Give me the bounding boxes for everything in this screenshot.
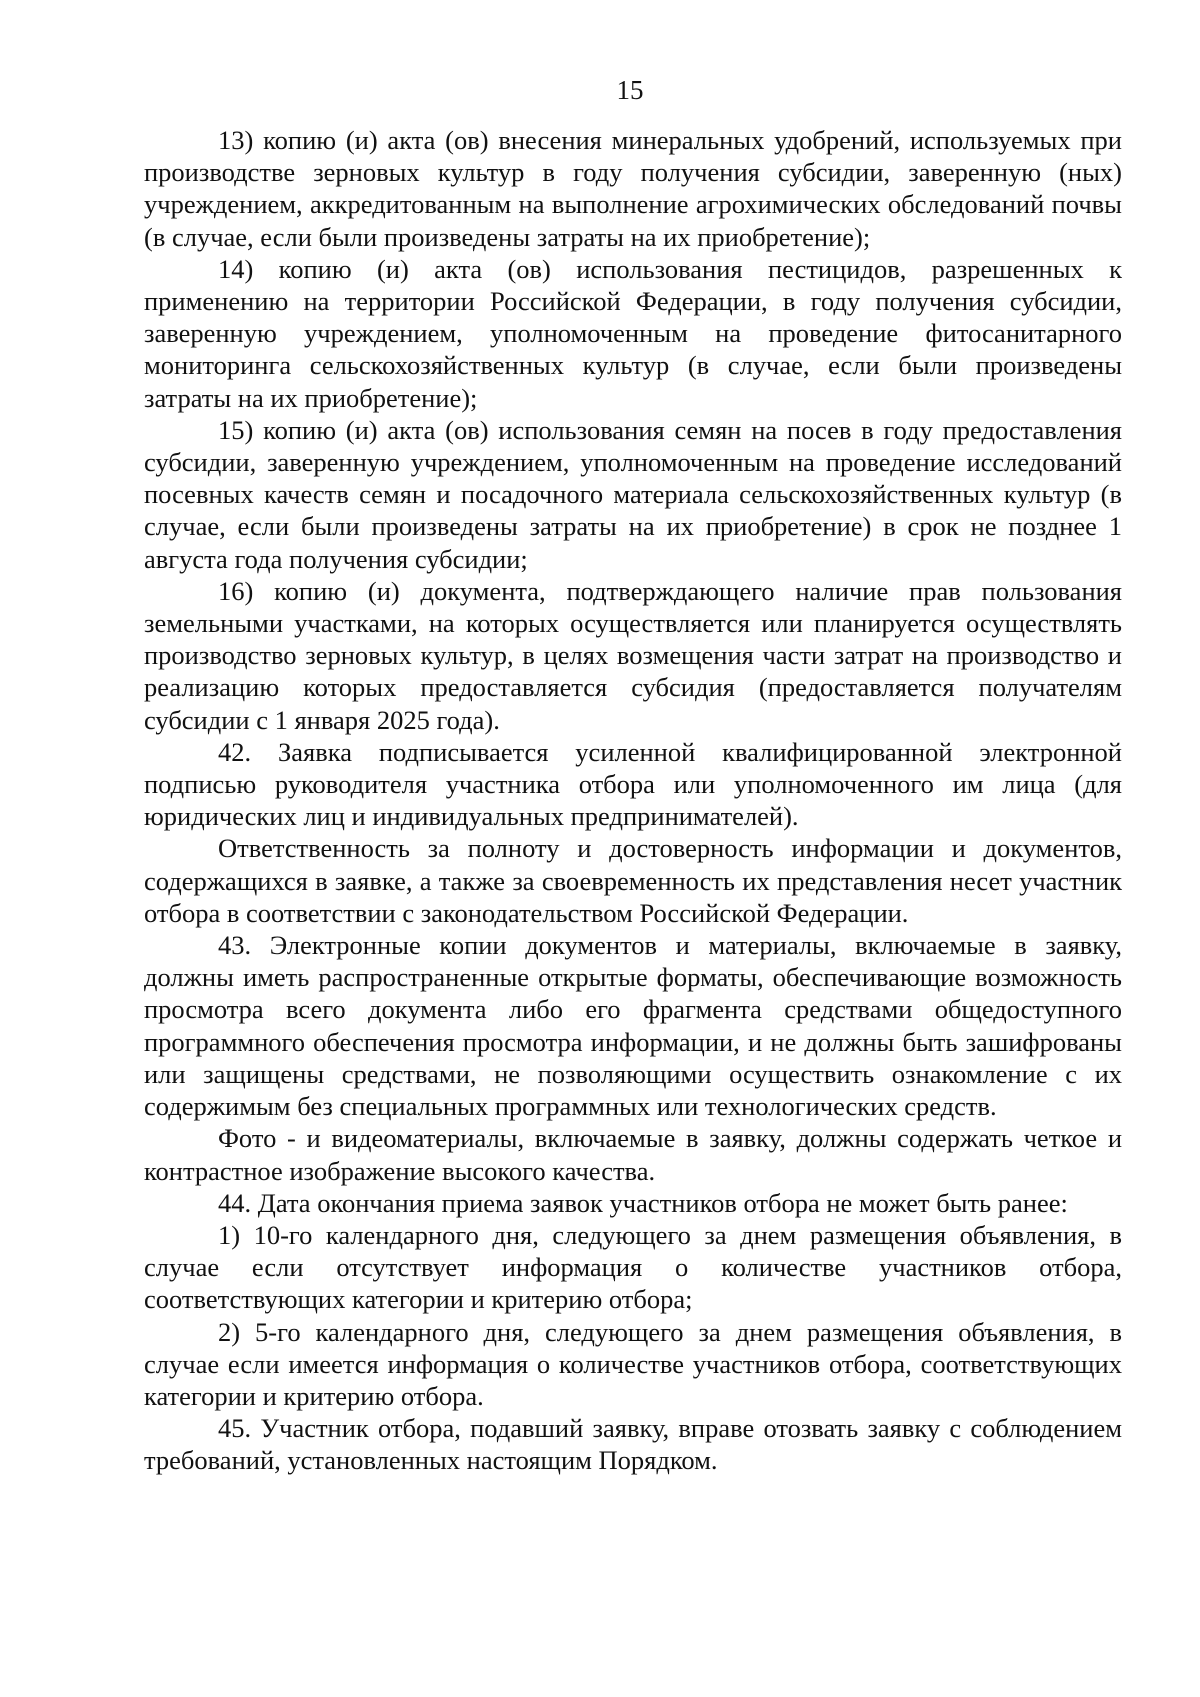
paragraph-item-15: 15) копию (и) акта (ов) использования семян на посев в году предоставления субсидии, заверенную учреждением, уполномоченным на проведение исследований посевных качеств семян и посадочного материала сельскохозяйственных культур (в случае, если были произведены затраты на их приобретение) в срок не позднее 1 августа года получения субсидии; [144, 414, 1122, 574]
paragraph-item-13: 13) копию (и) акта (ов) внесения минеральных удобрений, используемых при производстве зерновых культур в году получения субсидии, заверенную (ных) учреждением, аккредитованным на выполнение агрохимических обследований почвы (в случае, если были произведены затраты на их приобретение); [144, 125, 1122, 252]
paragraph-responsibility: Ответственность за полноту и достоверность информации и документов, содержащихся в заявке, а также за своевременность их представления несет участник отбора в соответствии с законодательством Российской Федерации. [144, 833, 1122, 928]
paragraph-clause-43: 43. Электронные копии документов и материалы, включаемые в заявку, должны иметь распространенные открытые форматы, обеспечивающие возможность просмотра всего документа либо его фрагмента средствами общедоступного программного обеспечения просмотра информации, и не должны быть зашифрованы или защищены средствами, не позволяющими осуществить ознакомление с их содержимым без специальных программных или технологических средств. [144, 930, 1122, 1122]
paragraph-clause-42: 42. Заявка подписывается усиленной квалифицированной электронной подписью руководителя участника отбора или уполномоченного им лица (для юридических лиц и индивидуальных предпринимателей). [144, 736, 1122, 832]
paragraph-photo-video: Фото - и видеоматериалы, включаемые в заявку, должны содержать четкое и контрастное изображение высокого качества. [144, 1123, 1122, 1186]
paragraph-clause-45: 45. Участник отбора, подавший заявку, вправе отозвать заявку с соблюдением требований, установленных настоящим Порядком. [144, 1413, 1122, 1476]
paragraph-item-16: 16) копию (и) документа, подтверждающего наличие прав пользования земельными участками, на которых осуществляется или планируется осуществлять производство зерновых культур, в целях возмещения части затрат на производство и реализацию которых предоставляется субсидия (предоставляется получателям субсидии с 1 января 2025 года). [144, 575, 1122, 735]
paragraph-clause-44: 44. Дата окончания приема заявок участников отбора не может быть ранее: [218, 1187, 1068, 1218]
document-body [144, 124, 1122, 1477]
paragraph-item-14: 14) копию (и) акта (ов) использования пестицидов, разрешенных к применению на территории Российской Федерации, в году получения субсидии, заверенную учреждением, уполномоченным на проведение фитосанитарного мониторинга сельскохозяйственных культур (в случае, если были произведены затраты на их приобретение); [144, 253, 1122, 413]
paragraph-item-44-1: 1) 10-го календарного дня, следующего за днем размещения объявления, в случае если отсутствует информация о количестве участников отбора, соответствующих категории и критерию отбора; [144, 1219, 1122, 1315]
paragraph-item-44-2: 2) 5-го календарного дня, следующего за днем размещения объявления, в случае если имеется информация о количестве участников отбора, соответствующих категории и критерию отбора. [144, 1316, 1122, 1411]
page-number: 15 [616, 75, 644, 105]
